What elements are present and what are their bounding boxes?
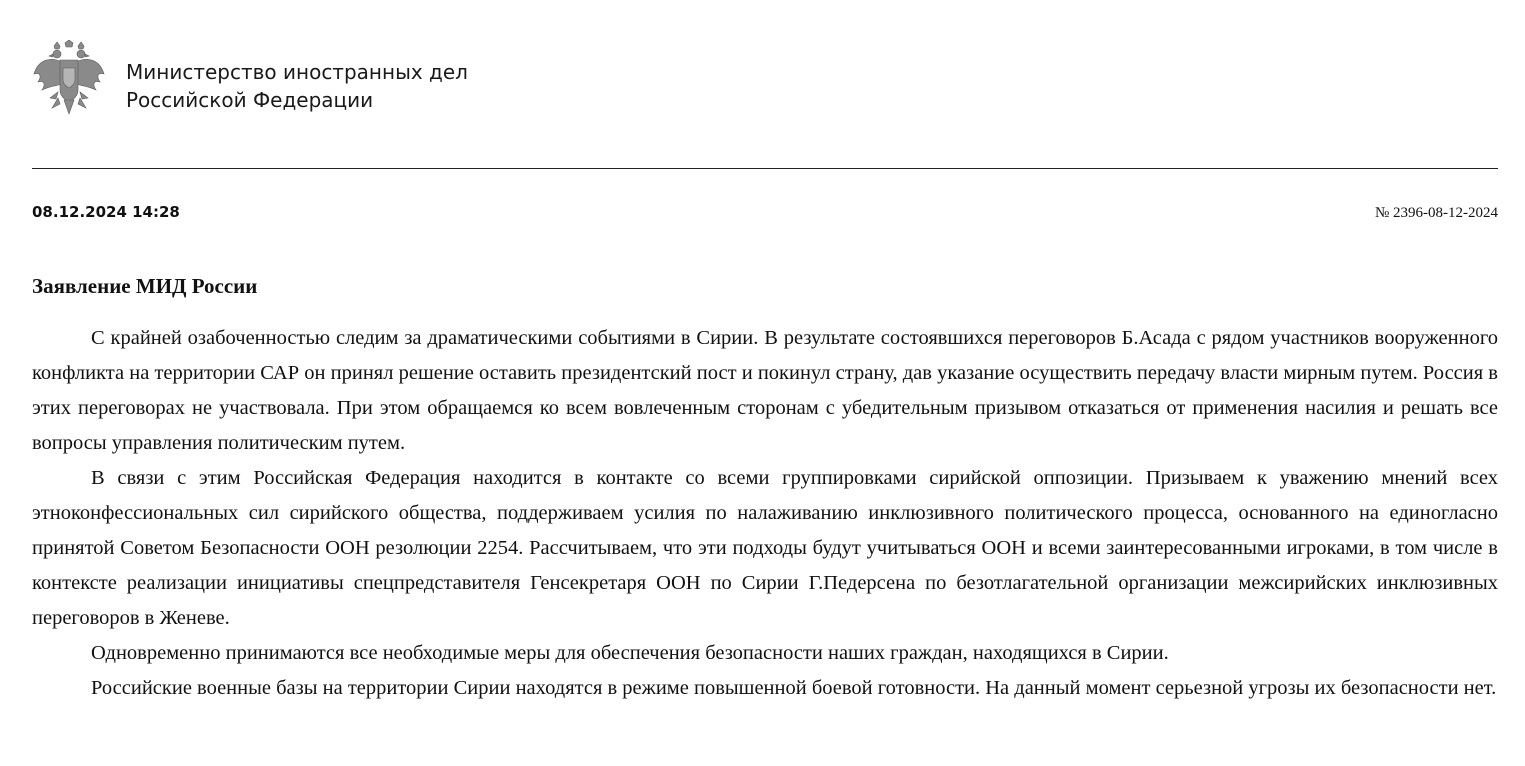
ministry-name-line1: Министерство иностранных дел [126, 60, 468, 84]
ministry-name-line2: Российской Федерации [126, 88, 374, 112]
paragraph: Одновременно принимаются все необходимые меры для обеспечения безопасности наших граждан, находящихся в Сирии. [91, 642, 1169, 664]
paragraph: В связи с этим Российская Федерация находится в контакте со всеми группировками сирийской оппозиции. Призываем к уважению мнений всех этноконфессиональных сил сирийского общества, поддерживаем усилия по налаживанию инклюзивного политического процесса, основанного на единогласно принятой Советом Безопасности ООН резолюции 2254. Рассчитываем, что эти подходы будут учитываться ООН и всеми заинтересованными игроками, в том числе в контексте реализации инициативы спецпредставителя Генсекретаря ООН по Сирии Г.Педерсена по безотлагательной организации межсирийских инклюзивных переговоров в Женеве. [32, 467, 1498, 629]
header-divider [32, 168, 1498, 169]
paragraph: Российские военные базы на территории Сирии находятся в режиме повышенной боевой готовности. На данный момент серьезной угрозы их безопасности нет. [91, 677, 1497, 699]
statement-title: Заявление МИД России [32, 274, 258, 298]
statement-body [32, 321, 1498, 706]
publication-date: 08.12.2024 14:28 [32, 203, 180, 221]
header [32, 40, 106, 120]
paragraph: С крайней озабоченностью следим за драматическими событиями в Сирии. В результате состоявшихся переговоров Б.Асада с рядом участников вооруженного конфликта на территории САР он принял решение оставить президентский пост и покинул страну, дав указание осуществить передачу власти мирным путем. Россия в этих переговорах не участвовала. При этом обращаемся ко всем вовлеченным сторонам с убедительным призывом отказаться от применения насилия и решать все вопросы управления политическим путем. [32, 327, 1498, 454]
ministry-name [126, 58, 468, 114]
document-number: № 2396-08-12-2024 [1374, 205, 1498, 221]
double-headed-eagle-emblem-icon [32, 40, 106, 120]
